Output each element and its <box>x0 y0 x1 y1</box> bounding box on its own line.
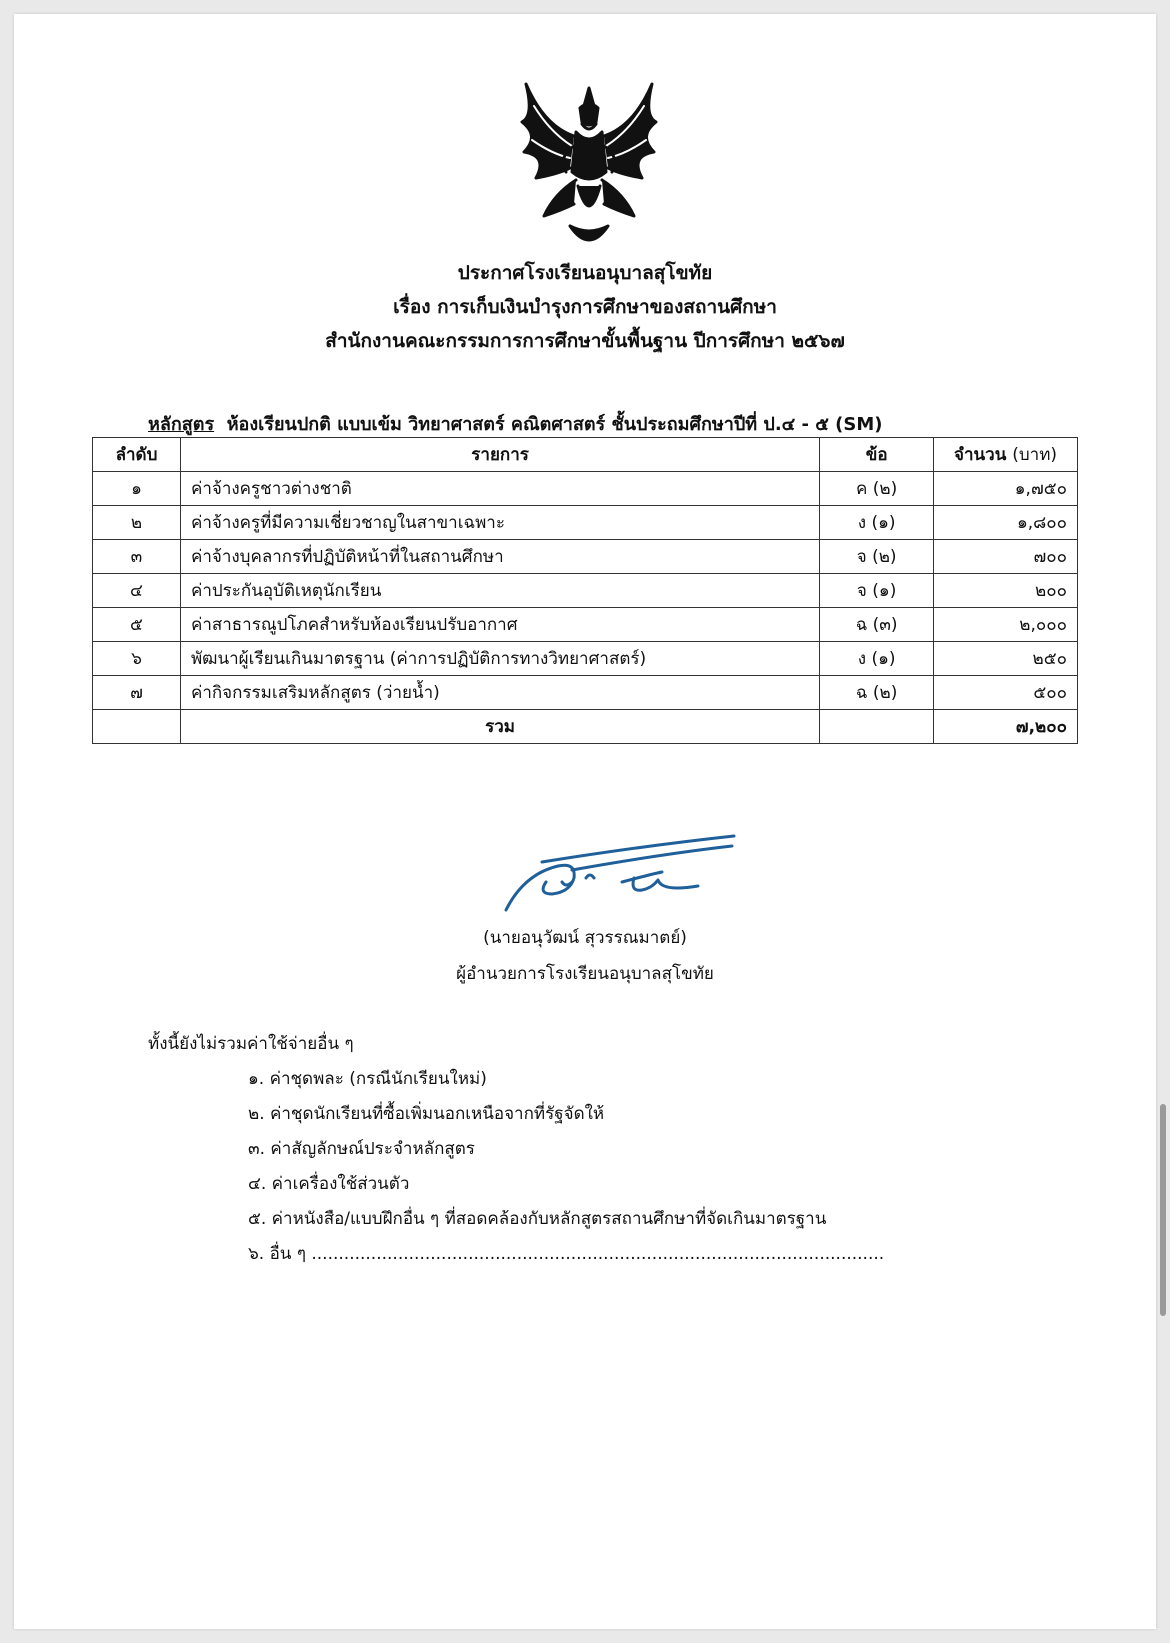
list-item: ๖. อื่น ๆ .......................................................................................................... <box>248 1244 885 1264</box>
table-row <box>93 676 1078 710</box>
table-row <box>93 608 1078 642</box>
curriculum-text: ห้องเรียนปกติ แบบเข้ม วิทยาศาสตร์ คณิตศาสตร์ ชั้นประถมศึกษาปีที่ ป.๔ - ๕ (SM) <box>226 414 883 435</box>
row-no: ๔ <box>93 574 181 608</box>
header-amount-label: จำนวน <box>954 445 1007 465</box>
announcement-office-year: สำนักงานคณะกรรมการการศึกษาขั้นพื้นฐาน ปีการศึกษา ๒๕๖๗ <box>325 330 845 352</box>
list-item: ๕. ค่าหนังสือ/แบบฝึกอื่น ๆ ที่สอดคล้องกับหลักสูตรสถานศึกษาที่จัดเกินมาตรฐาน <box>248 1209 827 1229</box>
header-clause: ข้อ <box>820 438 934 472</box>
handwritten-signature <box>502 832 742 922</box>
row-clause: จ (๑) <box>820 574 934 608</box>
document-page <box>14 14 1156 1629</box>
row-clause: ค (๒) <box>820 472 934 506</box>
signatory-position: ผู้อำนวยการโรงเรียนอนุบาลสุโขทัย <box>456 964 714 984</box>
row-clause: จ (๒) <box>820 540 934 574</box>
row-amount: ๕๐๐ <box>934 676 1078 710</box>
total-amount: ๗,๒๐๐ <box>934 710 1078 744</box>
table-row <box>93 506 1078 540</box>
table-header-row <box>93 438 1078 472</box>
table-row <box>93 540 1078 574</box>
header-no: ลำดับ <box>93 438 181 472</box>
row-amount: ๒,๐๐๐ <box>934 608 1078 642</box>
row-no: ๑ <box>93 472 181 506</box>
announcement-title: ประกาศโรงเรียนอนุบาลสุโขทัย <box>457 262 713 284</box>
row-no: ๗ <box>93 676 181 710</box>
table-row <box>93 574 1078 608</box>
row-item: ค่าสาธารณูปโภคสำหรับห้องเรียนปรับอากาศ <box>180 608 819 642</box>
row-item: ค่าจ้างครูชาวต่างชาติ <box>180 472 819 506</box>
row-amount: ๒๕๐ <box>934 642 1078 676</box>
list-item: ๒. ค่าชุดนักเรียนที่ซื้อเพิ่มนอกเหนือจากที่รัฐจัดให้ <box>248 1104 605 1124</box>
list-item: ๑. ค่าชุดพละ (กรณีนักเรียนใหม่) <box>248 1069 487 1089</box>
header-amount-unit: (บาท) <box>1012 445 1058 465</box>
header-amount <box>934 438 1078 472</box>
list-item: ๓. ค่าสัญลักษณ์ประจำหลักสูตร <box>248 1139 475 1159</box>
curriculum-line <box>148 409 883 438</box>
announcement-subject: เรื่อง การเก็บเงินบำรุงการศึกษาของสถานศึกษา <box>393 296 777 318</box>
row-no: ๒ <box>93 506 181 540</box>
total-label: รวม <box>180 710 819 744</box>
exclusions-list <box>248 1062 884 1272</box>
row-item: ค่ากิจกรรมเสริมหลักสูตร (ว่ายน้ำ) <box>180 676 819 710</box>
row-amount: ๑,๘๐๐ <box>934 506 1078 540</box>
row-item: ค่าจ้างบุคลากรที่ปฏิบัติหน้าที่ในสถานศึกษา <box>180 540 819 574</box>
row-item: ค่าจ้างครูที่มีความเชี่ยวชาญในสาขาเฉพาะ <box>180 506 819 540</box>
table-total-row <box>93 710 1078 744</box>
row-amount: ๒๐๐ <box>934 574 1078 608</box>
row-clause: ง (๑) <box>820 642 934 676</box>
table-row <box>93 642 1078 676</box>
list-item: ๔. ค่าเครื่องใช้ส่วนตัว <box>248 1174 410 1194</box>
vertical-scrollbar[interactable] <box>1160 1104 1166 1316</box>
garuda-emblem-icon <box>514 76 664 256</box>
row-clause: ฉ (๓) <box>820 608 934 642</box>
row-clause: ง (๑) <box>820 506 934 540</box>
row-amount: ๗๐๐ <box>934 540 1078 574</box>
fees-table <box>92 437 1078 744</box>
row-no: ๓ <box>93 540 181 574</box>
row-item: ค่าประกันอุบัติเหตุนักเรียน <box>180 574 819 608</box>
total-clause-empty <box>820 710 934 744</box>
signatory-name: (นายอนุวัฒน์ สุวรรณมาตย์) <box>483 928 687 948</box>
table-row <box>93 472 1078 506</box>
row-amount: ๑,๗๕๐ <box>934 472 1078 506</box>
row-clause: ฉ (๒) <box>820 676 934 710</box>
header-item: รายการ <box>180 438 819 472</box>
exclusions-title: ทั้งนี้ยังไม่รวมค่าใช้จ่ายอื่น ๆ <box>148 1034 354 1054</box>
curriculum-label: หลักสูตร <box>148 414 215 435</box>
row-item: พัฒนาผู้เรียนเกินมาตรฐาน (ค่าการปฏิบัติการทางวิทยาศาสตร์) <box>180 642 819 676</box>
row-no: ๖ <box>93 642 181 676</box>
total-no-empty <box>93 710 181 744</box>
row-no: ๕ <box>93 608 181 642</box>
